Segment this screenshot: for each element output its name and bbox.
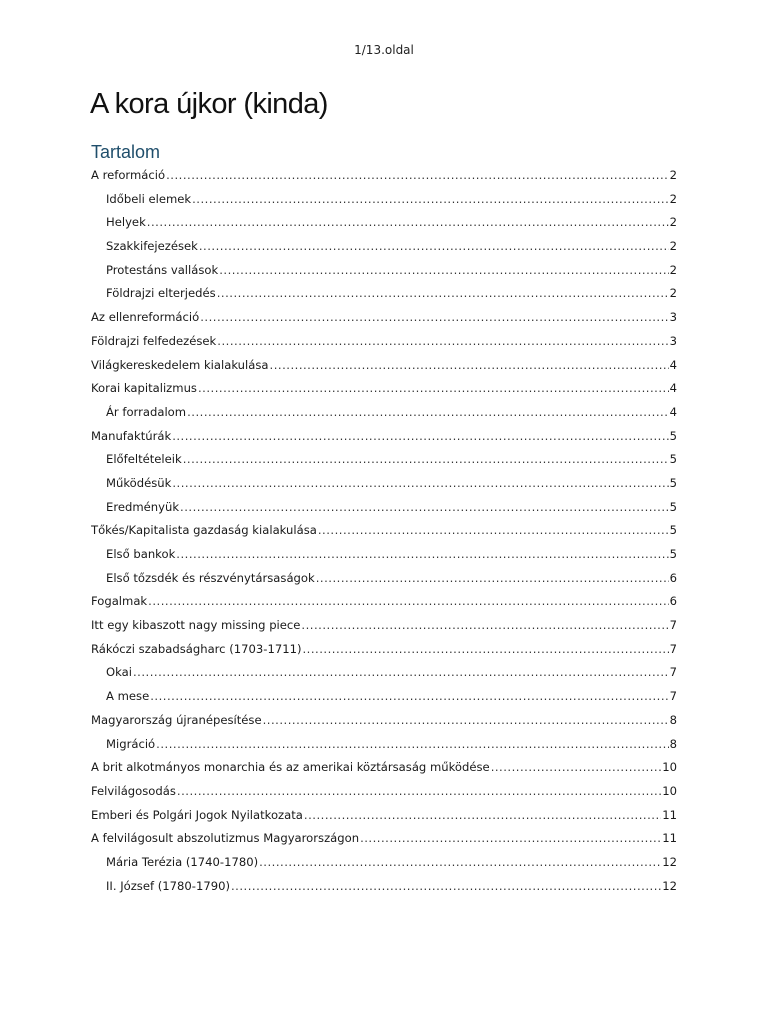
toc-dot-leader <box>217 282 669 306</box>
toc-entry-page-number: 8 <box>669 712 677 727</box>
toc-entry-page-number: 2 <box>669 262 677 277</box>
toc-dot-leader <box>156 733 668 757</box>
toc-entry[interactable] <box>91 448 677 472</box>
toc-entry[interactable] <box>91 188 677 212</box>
toc-entry-page-number: 2 <box>669 215 677 230</box>
toc-entry-page-number: 11 <box>662 831 677 846</box>
toc-entry-page-number: 2 <box>669 286 677 301</box>
toc-dot-leader <box>183 448 669 472</box>
toc-entry[interactable] <box>91 519 677 543</box>
toc-entry-page-number: 6 <box>669 594 677 609</box>
toc-dot-leader <box>360 827 661 851</box>
toc-entry-page-number: 2 <box>669 239 677 254</box>
toc-entry-label: Protestáns vallások <box>106 262 219 277</box>
toc-dot-leader <box>172 425 668 449</box>
toc-entry-page-number: 4 <box>669 404 677 419</box>
toc-entry[interactable] <box>91 590 677 614</box>
toc-entry-label: Fogalmak <box>91 594 148 609</box>
toc-entry-label: A brit alkotmányos monarchia és az amerikai köztársaság működése <box>91 760 490 775</box>
toc-entry-page-number: 12 <box>662 878 677 893</box>
toc-entry-label: Világkereskedelem kialakulása <box>91 357 269 372</box>
toc-entry-label: Eredményük <box>106 499 180 514</box>
toc-entry-label: Manufaktúrák <box>91 428 172 443</box>
toc-entry[interactable] <box>91 425 677 449</box>
toc-entry-page-number: 5 <box>669 452 677 467</box>
toc-entry[interactable] <box>91 709 677 733</box>
toc-dot-leader <box>172 472 668 496</box>
toc-dot-leader <box>166 164 669 188</box>
toc-dot-leader <box>200 306 668 330</box>
toc-entry-label: Első tőzsdék és részvénytársaságok <box>106 570 315 585</box>
toc-entry-page-number: 2 <box>669 168 677 182</box>
toc-entry-page-number: 3 <box>669 333 677 348</box>
toc-entry[interactable] <box>91 567 677 591</box>
toc-entry-page-number: 5 <box>669 547 677 561</box>
toc-entry-label: Okai <box>106 665 132 680</box>
toc-entry[interactable] <box>91 306 677 330</box>
toc-dot-leader <box>217 330 668 354</box>
toc-entry[interactable] <box>91 543 677 567</box>
toc-entry[interactable] <box>91 780 677 804</box>
toc-entry[interactable] <box>91 614 677 638</box>
toc-entry-page-number: 7 <box>669 689 677 704</box>
document-title: A kora újkor (kinda) <box>90 88 328 120</box>
toc-entry-label: Rákóczi szabadságharc (1703-1711) <box>91 641 302 656</box>
toc-entry-label: Időbeli elemek <box>106 191 192 206</box>
toc-dot-leader <box>180 496 669 520</box>
toc-entry-page-number: 8 <box>669 736 677 751</box>
toc-entry-label: Magyarország újranépesítése <box>91 712 262 727</box>
toc-entry-page-number: 5 <box>669 523 677 538</box>
toc-dot-leader <box>198 377 669 401</box>
toc-entry[interactable] <box>91 377 677 401</box>
toc-entry-page-number: 5 <box>669 428 677 443</box>
toc-entry[interactable] <box>91 756 677 780</box>
toc-entry-page-number: 5 <box>669 499 677 514</box>
toc-dot-leader <box>219 259 668 283</box>
toc-dot-leader <box>318 519 669 543</box>
toc-heading: Tartalom <box>91 142 161 162</box>
toc-dot-leader <box>177 780 661 804</box>
toc-entry[interactable] <box>91 851 677 875</box>
toc-entry-label: Korai kapitalizmus <box>91 381 197 396</box>
toc-entry[interactable] <box>91 875 677 899</box>
toc-entry-page-number: 3 <box>669 310 677 325</box>
toc-entry-page-number: 7 <box>669 665 677 680</box>
toc-entry-page-number: 10 <box>662 760 677 775</box>
toc-entry-label: Felvilágosodás <box>91 783 176 798</box>
toc-entry-label: Működésük <box>106 475 172 490</box>
toc-entry-label: Szakkifejezések <box>106 239 198 254</box>
toc-entry-label: Földrajzi felfedezések <box>91 333 217 348</box>
toc-dot-leader <box>301 614 668 638</box>
toc-entry-page-number: 7 <box>669 641 677 656</box>
toc-dot-leader <box>491 756 662 780</box>
toc-entry-page-number: 11 <box>662 807 677 822</box>
toc-entry-label: II. József (1780-1790) <box>106 878 230 893</box>
toc-entry-label: Emberi és Polgári Jogok Nyilatkozata <box>91 807 303 822</box>
toc-entry-label: Helyek <box>106 215 146 230</box>
toc-dot-leader <box>147 211 669 235</box>
toc-entry-page-number: 2 <box>669 191 677 206</box>
toc-entry[interactable] <box>91 638 677 662</box>
toc-entry-page-number: 7 <box>669 618 677 633</box>
toc-entry[interactable] <box>91 661 677 685</box>
toc-dot-leader <box>176 543 668 567</box>
toc-entry[interactable] <box>91 733 677 757</box>
toc-entry-label: Első bankok <box>106 547 176 561</box>
toc-dot-leader <box>316 567 669 591</box>
toc-dot-leader <box>192 188 668 212</box>
toc-entry[interactable] <box>91 804 677 828</box>
toc-entry-label: Tőkés/Kapitalista gazdaság kialakulása <box>91 523 317 538</box>
toc-entry-label: Mária Terézia (1740-1780) <box>106 854 259 869</box>
toc-entry-page-number: 4 <box>669 381 677 396</box>
toc-entry[interactable] <box>91 282 677 306</box>
toc-entry[interactable] <box>91 685 677 709</box>
toc-entry-label: Itt egy kibaszott nagy missing piece <box>91 618 301 633</box>
toc-entry-page-number: 6 <box>669 570 677 585</box>
toc-entry[interactable] <box>91 496 677 520</box>
toc-entry-page-number: 5 <box>669 475 677 490</box>
toc-dot-leader <box>259 851 661 875</box>
toc-entry-label: Migráció <box>106 736 156 751</box>
toc-entry[interactable] <box>91 827 677 851</box>
toc-entry[interactable] <box>91 472 677 496</box>
toc-dot-leader <box>231 875 661 899</box>
toc-entry-page-number: 10 <box>662 783 677 798</box>
toc-dot-leader <box>199 235 669 259</box>
toc-entry[interactable] <box>91 401 677 425</box>
toc-dot-leader <box>270 354 669 378</box>
table-of-contents <box>91 164 677 898</box>
toc-entry-label: A mese <box>106 689 150 704</box>
toc-entry[interactable] <box>91 259 677 283</box>
toc-entry-label: Az ellenreformáció <box>91 310 200 325</box>
toc-entry-label: Földrajzi elterjedés <box>106 286 216 301</box>
toc-entry[interactable] <box>91 354 677 378</box>
toc-entry-page-number: 12 <box>662 854 677 869</box>
toc-entry-page-number: 4 <box>669 357 677 372</box>
toc-dot-leader <box>303 638 669 662</box>
toc-entry[interactable] <box>91 235 677 259</box>
toc-dot-leader <box>304 804 661 828</box>
toc-entry-label: A reformáció <box>91 168 166 182</box>
toc-entry[interactable] <box>91 330 677 354</box>
toc-dot-leader <box>148 590 668 614</box>
toc-dot-leader <box>150 685 668 709</box>
page-number-header: 1/13.oldal <box>354 43 414 57</box>
toc-dot-leader <box>263 709 669 733</box>
toc-entry[interactable] <box>91 164 677 188</box>
toc-entry-label: A felvilágosult abszolutizmus Magyarországon <box>91 831 360 846</box>
toc-entry[interactable] <box>91 211 677 235</box>
toc-dot-leader <box>187 401 669 425</box>
toc-entry-label: Előfeltételeik <box>106 452 182 467</box>
toc-entry-label: Ár forradalom <box>106 404 187 419</box>
toc-dot-leader <box>133 661 669 685</box>
